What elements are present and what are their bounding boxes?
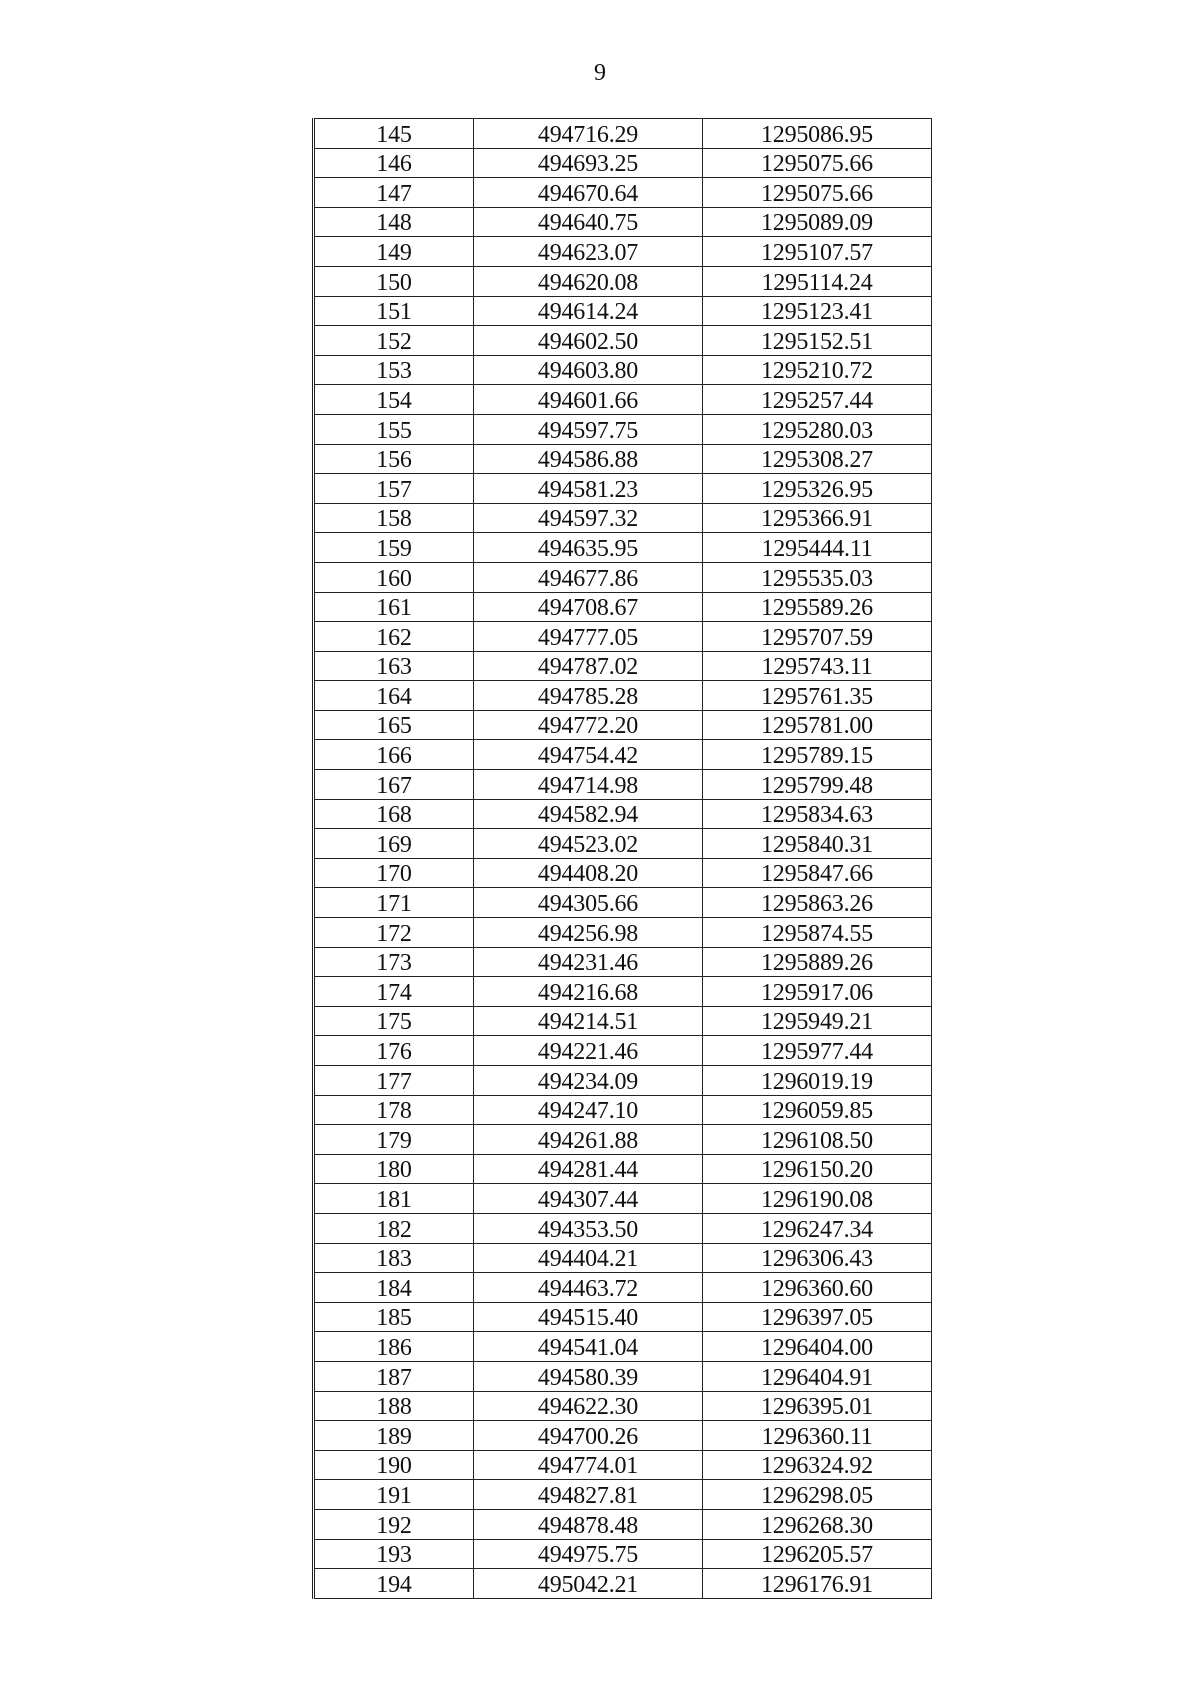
x-coordinate-cell: 494463.72 [474,1273,703,1303]
x-coordinate-cell: 494754.42 [474,740,703,770]
y-coordinate-cell: 1296306.43 [703,1243,932,1273]
y-coordinate-cell: 1295210.72 [703,355,932,385]
x-coordinate-cell: 494408.20 [474,858,703,888]
x-coordinate-cell: 494404.21 [474,1243,703,1273]
y-coordinate-cell: 1296190.08 [703,1184,932,1214]
page-number: 9 [594,60,606,86]
point-number-cell: 148 [314,207,474,237]
point-number-cell: 152 [314,326,474,356]
x-coordinate-cell: 494777.05 [474,622,703,652]
point-number-cell: 186 [314,1332,474,1362]
table-row [314,888,932,918]
table-row [314,119,932,149]
point-number-cell: 147 [314,178,474,208]
y-coordinate-cell: 1296019.19 [703,1066,932,1096]
y-coordinate-cell: 1296176.91 [703,1569,932,1599]
y-coordinate-cell: 1295280.03 [703,414,932,444]
table-row [314,533,932,563]
x-coordinate-cell: 494597.32 [474,503,703,533]
point-number-cell: 161 [314,592,474,622]
y-coordinate-cell: 1296268.30 [703,1509,932,1539]
table-row [314,326,932,356]
y-coordinate-cell: 1295075.66 [703,178,932,208]
point-number-cell: 162 [314,622,474,652]
point-number-cell: 190 [314,1450,474,1480]
x-coordinate-cell: 494827.81 [474,1480,703,1510]
point-number-cell: 168 [314,799,474,829]
point-number-cell: 182 [314,1213,474,1243]
point-number-cell: 172 [314,918,474,948]
point-number-cell: 177 [314,1066,474,1096]
table-row [314,1391,932,1421]
x-coordinate-cell: 494601.66 [474,385,703,415]
table-row [314,918,932,948]
table-row [314,1273,932,1303]
point-number-cell: 156 [314,444,474,474]
table-row [314,474,932,504]
y-coordinate-cell: 1295781.00 [703,710,932,740]
y-coordinate-cell: 1295075.66 [703,148,932,178]
point-number-cell: 146 [314,148,474,178]
table-row [314,799,932,829]
x-coordinate-cell: 494256.98 [474,918,703,948]
table-row [314,651,932,681]
y-coordinate-cell: 1295308.27 [703,444,932,474]
point-number-cell: 154 [314,385,474,415]
x-coordinate-cell: 494602.50 [474,326,703,356]
point-number-cell: 169 [314,829,474,859]
y-coordinate-cell: 1295326.95 [703,474,932,504]
y-coordinate-cell: 1296360.11 [703,1421,932,1451]
table-row [314,829,932,859]
point-number-cell: 189 [314,1421,474,1451]
table-row [314,1213,932,1243]
table-row [314,355,932,385]
table-row [314,592,932,622]
point-number-cell: 145 [314,119,474,149]
table-row [314,414,932,444]
table-row [314,1125,932,1155]
point-number-cell: 150 [314,266,474,296]
point-number-cell: 158 [314,503,474,533]
table-row [314,1243,932,1273]
y-coordinate-cell: 1295949.21 [703,1006,932,1036]
point-number-cell: 153 [314,355,474,385]
x-coordinate-cell: 494716.29 [474,119,703,149]
y-coordinate-cell: 1295917.06 [703,977,932,1007]
x-coordinate-cell: 494670.64 [474,178,703,208]
point-number-cell: 185 [314,1302,474,1332]
x-coordinate-cell: 494614.24 [474,296,703,326]
point-number-cell: 163 [314,651,474,681]
point-number-cell: 178 [314,1095,474,1125]
point-number-cell: 167 [314,770,474,800]
x-coordinate-cell: 494597.75 [474,414,703,444]
x-coordinate-cell: 494603.80 [474,355,703,385]
x-coordinate-cell: 494772.20 [474,710,703,740]
table-row [314,1569,932,1599]
y-coordinate-cell: 1295789.15 [703,740,932,770]
table-row [314,681,932,711]
y-coordinate-cell: 1295743.11 [703,651,932,681]
y-coordinate-cell: 1296397.05 [703,1302,932,1332]
point-number-cell: 183 [314,1243,474,1273]
table-row [314,1095,932,1125]
x-coordinate-cell: 494620.08 [474,266,703,296]
table-row [314,1421,932,1451]
table-row [314,237,932,267]
point-number-cell: 174 [314,977,474,1007]
x-coordinate-cell: 494774.01 [474,1450,703,1480]
table-row [314,622,932,652]
table-row [314,1361,932,1391]
y-coordinate-cell: 1295589.26 [703,592,932,622]
x-coordinate-cell: 494582.94 [474,799,703,829]
x-coordinate-cell: 494305.66 [474,888,703,918]
x-coordinate-cell: 494353.50 [474,1213,703,1243]
table-row [314,1539,932,1569]
table-row [314,1036,932,1066]
y-coordinate-cell: 1295123.41 [703,296,932,326]
y-coordinate-cell: 1296205.57 [703,1539,932,1569]
y-coordinate-cell: 1295086.95 [703,119,932,149]
y-coordinate-cell: 1295874.55 [703,918,932,948]
y-coordinate-cell: 1295977.44 [703,1036,932,1066]
y-coordinate-cell: 1295257.44 [703,385,932,415]
x-coordinate-cell: 494307.44 [474,1184,703,1214]
y-coordinate-cell: 1295847.66 [703,858,932,888]
y-coordinate-cell: 1295761.35 [703,681,932,711]
y-coordinate-cell: 1295152.51 [703,326,932,356]
x-coordinate-cell: 494580.39 [474,1361,703,1391]
point-number-cell: 165 [314,710,474,740]
table-row [314,1302,932,1332]
table-row [314,710,932,740]
point-number-cell: 180 [314,1154,474,1184]
point-number-cell: 192 [314,1509,474,1539]
point-number-cell: 149 [314,237,474,267]
x-coordinate-cell: 494787.02 [474,651,703,681]
table-row [314,1066,932,1096]
y-coordinate-cell: 1295114.24 [703,266,932,296]
x-coordinate-cell: 494677.86 [474,562,703,592]
point-number-cell: 176 [314,1036,474,1066]
y-coordinate-cell: 1295863.26 [703,888,932,918]
x-coordinate-cell: 494693.25 [474,148,703,178]
x-coordinate-cell: 494714.98 [474,770,703,800]
point-number-cell: 184 [314,1273,474,1303]
y-coordinate-cell: 1296404.00 [703,1332,932,1362]
y-coordinate-cell: 1296150.20 [703,1154,932,1184]
point-number-cell: 157 [314,474,474,504]
table-row [314,207,932,237]
table-row [314,444,932,474]
table-row [314,148,932,178]
table-row [314,770,932,800]
point-number-cell: 164 [314,681,474,711]
table-row [314,1509,932,1539]
x-coordinate-cell: 494247.10 [474,1095,703,1125]
y-coordinate-cell: 1295535.03 [703,562,932,592]
y-coordinate-cell: 1295089.09 [703,207,932,237]
point-number-cell: 188 [314,1391,474,1421]
y-coordinate-cell: 1296108.50 [703,1125,932,1155]
table-row [314,562,932,592]
y-coordinate-cell: 1295107.57 [703,237,932,267]
y-coordinate-cell: 1296298.05 [703,1480,932,1510]
x-coordinate-cell: 494586.88 [474,444,703,474]
x-coordinate-cell: 494231.46 [474,947,703,977]
coordinates-table-body [314,119,932,1599]
x-coordinate-cell: 494216.68 [474,977,703,1007]
point-number-cell: 194 [314,1569,474,1599]
table-row [314,1480,932,1510]
table-row [314,266,932,296]
x-coordinate-cell: 494234.09 [474,1066,703,1096]
x-coordinate-cell: 494261.88 [474,1125,703,1155]
point-number-cell: 159 [314,533,474,563]
table-row [314,858,932,888]
y-coordinate-cell: 1296360.60 [703,1273,932,1303]
y-coordinate-cell: 1296395.01 [703,1391,932,1421]
x-coordinate-cell: 494281.44 [474,1154,703,1184]
y-coordinate-cell: 1295840.31 [703,829,932,859]
x-coordinate-cell: 494515.40 [474,1302,703,1332]
point-number-cell: 191 [314,1480,474,1510]
x-coordinate-cell: 494622.30 [474,1391,703,1421]
x-coordinate-cell: 494221.46 [474,1036,703,1066]
x-coordinate-cell: 494523.02 [474,829,703,859]
x-coordinate-cell: 494708.67 [474,592,703,622]
table-row [314,296,932,326]
x-coordinate-cell: 494640.75 [474,207,703,237]
y-coordinate-cell: 1295799.48 [703,770,932,800]
point-number-cell: 187 [314,1361,474,1391]
table-row [314,1332,932,1362]
table-row [314,947,932,977]
point-number-cell: 151 [314,296,474,326]
point-number-cell: 193 [314,1539,474,1569]
table-row [314,1154,932,1184]
x-coordinate-cell: 494975.75 [474,1539,703,1569]
point-number-cell: 171 [314,888,474,918]
y-coordinate-cell: 1295366.91 [703,503,932,533]
y-coordinate-cell: 1296247.34 [703,1213,932,1243]
table-row [314,1450,932,1480]
y-coordinate-cell: 1296059.85 [703,1095,932,1125]
point-number-cell: 179 [314,1125,474,1155]
x-coordinate-cell: 494541.04 [474,1332,703,1362]
x-coordinate-cell: 494581.23 [474,474,703,504]
y-coordinate-cell: 1295889.26 [703,947,932,977]
table-row [314,385,932,415]
x-coordinate-cell: 494785.28 [474,681,703,711]
x-coordinate-cell: 494635.95 [474,533,703,563]
y-coordinate-cell: 1296404.91 [703,1361,932,1391]
point-number-cell: 181 [314,1184,474,1214]
point-number-cell: 160 [314,562,474,592]
x-coordinate-cell: 494214.51 [474,1006,703,1036]
y-coordinate-cell: 1295707.59 [703,622,932,652]
point-number-cell: 175 [314,1006,474,1036]
x-coordinate-cell: 494623.07 [474,237,703,267]
y-coordinate-cell: 1295444.11 [703,533,932,563]
coordinates-table [312,118,932,1599]
x-coordinate-cell: 494700.26 [474,1421,703,1451]
table-row [314,503,932,533]
table-row [314,1006,932,1036]
table-row [314,178,932,208]
point-number-cell: 170 [314,858,474,888]
y-coordinate-cell: 1296324.92 [703,1450,932,1480]
table-row [314,740,932,770]
x-coordinate-cell: 495042.21 [474,1569,703,1599]
table-row [314,1184,932,1214]
y-coordinate-cell: 1295834.63 [703,799,932,829]
point-number-cell: 166 [314,740,474,770]
point-number-cell: 173 [314,947,474,977]
table-row [314,977,932,1007]
x-coordinate-cell: 494878.48 [474,1509,703,1539]
point-number-cell: 155 [314,414,474,444]
